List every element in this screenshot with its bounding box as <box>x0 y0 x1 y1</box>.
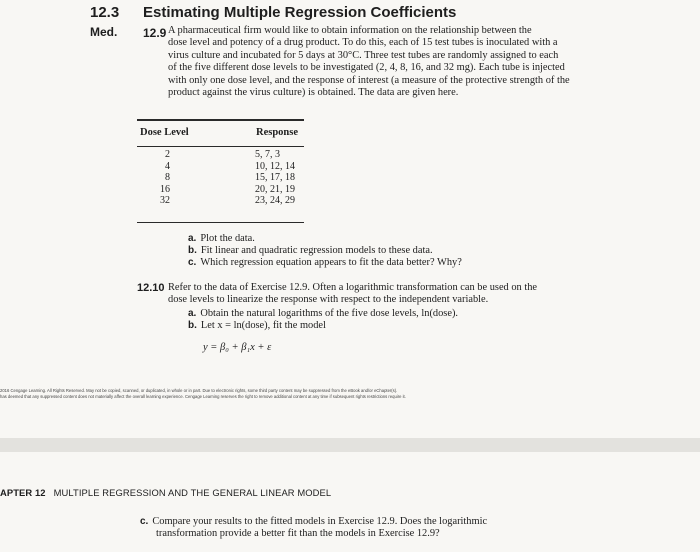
response-column <box>255 149 295 207</box>
exercise-12-10-part-c <box>140 516 487 541</box>
chapter-running-header <box>0 487 331 498</box>
table-cell-dose: 8 <box>165 172 170 184</box>
copyright-line: has deemed that any suppressed content does not materially affect the overall learning experience. Cengage Learning reserves the right to remove additional content at any time if subsequent rights restrictions require it. <box>0 394 406 399</box>
dose-column <box>150 149 170 207</box>
exercise-12-9-statement <box>168 25 600 99</box>
exercise-12-9-number: 12.9 <box>143 26 167 40</box>
table-cell-response: 23, 24, 29 <box>255 195 295 207</box>
exercise-12-10-number: 12.10 <box>137 282 165 294</box>
table-cell-dose: 2 <box>165 149 170 160</box>
table-cell-response: 10, 12, 14 <box>255 160 295 172</box>
statement-line: virus culture and incubated for 5 days at 30°C. Three test tubes are randomly assigned to each <box>168 49 559 61</box>
copyright-notice <box>0 388 700 400</box>
statement-line: dose levels to linearize the response with respect to the independent variable. <box>168 294 489 306</box>
difficulty-level: Med. <box>90 25 118 39</box>
table-cell-response: 5, 7, 3 <box>255 149 280 160</box>
exercise-12-10-parts <box>188 308 458 332</box>
statement-line: Refer to the data of Exercise 12.9. Often a logarithmic transformation can be used on the <box>168 282 538 293</box>
part-item: c. Which regression equation appears to fit the data better? Why? <box>188 257 462 268</box>
chapter-title: MULTIPLE REGRESSION AND THE GENERAL LINEAR MODEL <box>53 487 332 498</box>
statement-line: of the five different dose levels to be investigated (2, 4, 8, 16, and 32 mg). Each tube is injected <box>168 62 565 74</box>
table-bottom-rule <box>137 222 304 223</box>
statement-line: with only one dose level, and the response of interest (a measure of the protective strength of the <box>168 74 570 86</box>
part-item: a. Plot the data. <box>188 233 255 244</box>
table-cell-response: 20, 21, 19 <box>255 183 295 195</box>
part-item: b. Let x = ln(dose), fit the model <box>188 320 326 331</box>
exercise-12-9-parts <box>188 233 462 269</box>
table-header-dose: Dose Level <box>140 127 189 138</box>
exercise-12-10-statement <box>168 282 598 307</box>
table-header-rule <box>137 146 304 147</box>
table-header-response: Response <box>256 127 299 138</box>
table-cell-dose: 4 <box>165 160 170 172</box>
table-top-rule <box>137 119 304 121</box>
section-title: Estimating Multiple Regression Coefficients <box>143 4 457 21</box>
part-item: c. Compare your results to the fitted models in Exercise 12.9. Does the logarithmic <box>140 516 488 527</box>
table-cell-dose: 32 <box>160 195 170 207</box>
regression-model-equation: y = β₀ + β₁x + ε <box>203 342 272 353</box>
chapter-number: APTER 12 <box>0 487 46 498</box>
part-item: b. Fit linear and quadratic regression models to these data. <box>188 245 433 256</box>
part-item-continued: transformation provide a better fit than the models in Exercise 12.9? <box>156 528 440 540</box>
statement-line: A pharmaceutical firm would like to obtain information on the relationship between the <box>168 25 532 36</box>
page-gap <box>0 438 700 452</box>
table-cell-response: 15, 17, 18 <box>255 172 295 184</box>
section-number: 12.3 <box>90 4 120 21</box>
statement-line: product against the virus culture) is obtained. The data are given here. <box>168 87 459 99</box>
part-item: a. Obtain the natural logarithms of the five dose levels, ln(dose). <box>188 308 459 319</box>
copyright-line: 2016 Cengage Learning. All Rights Reserved. May not be copied, scanned, or duplicated, in whole or in part. Due to electronic rights, some third party content may be suppressed from the eBook and/or eChapter(s). <box>0 388 398 393</box>
statement-line: dose level and potency of a drug product. To do this, each of 15 test tubes is inoculated with a <box>168 37 558 49</box>
table-cell-dose: 16 <box>160 183 170 195</box>
